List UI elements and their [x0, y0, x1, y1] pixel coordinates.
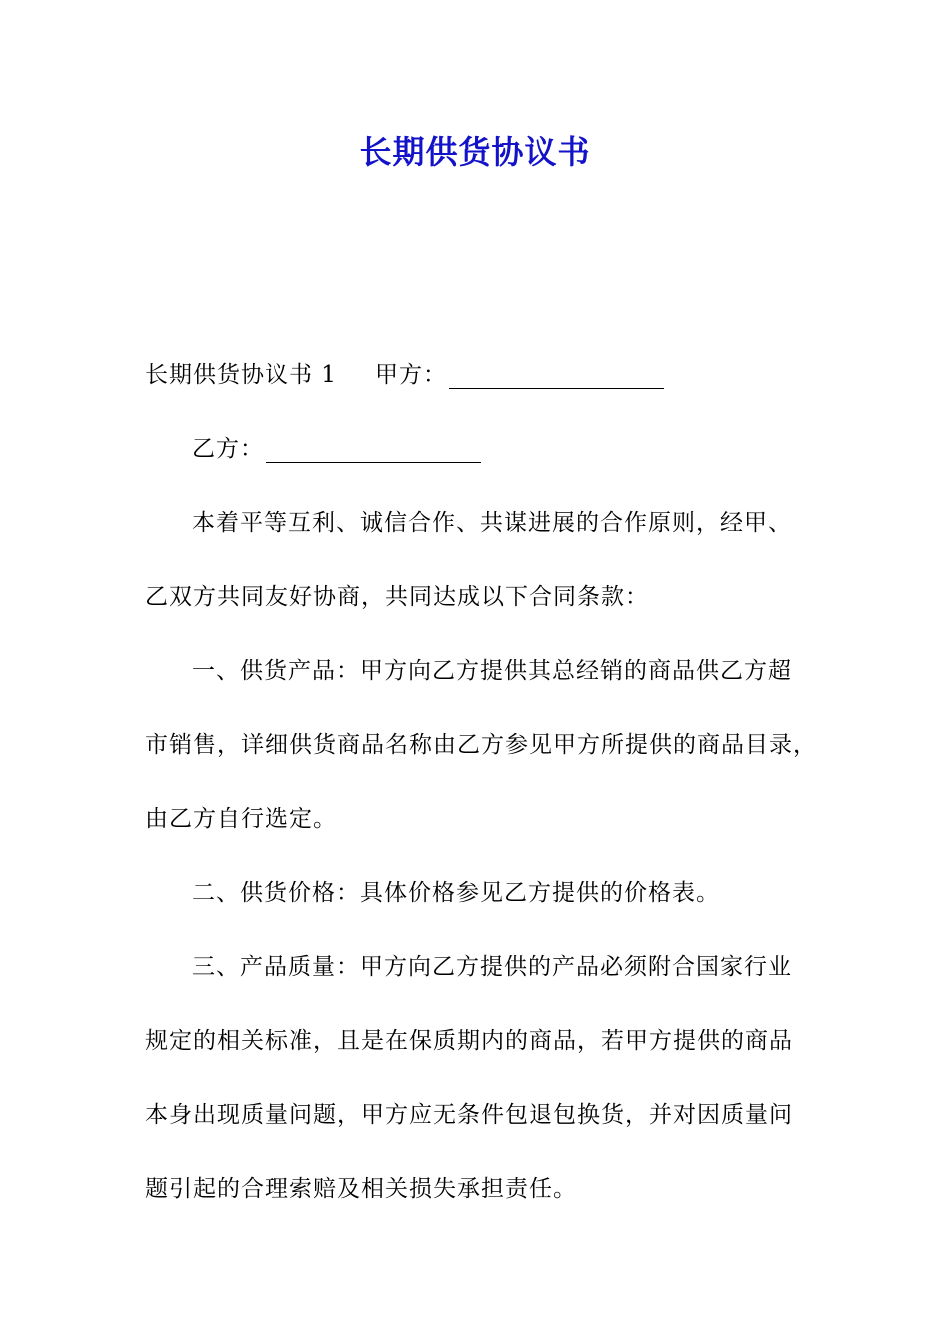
- paragraph-line: 市销售，详细供货商品名称由乙方参见甲方所提供的商品目录，: [145, 732, 817, 758]
- document-title: 长期供货协议书: [359, 133, 591, 171]
- party-a-blank: [449, 364, 664, 389]
- party-b-label: 乙方：: [192, 436, 264, 462]
- paragraph-line: 本着平等互利、诚信合作、共谋进展的合作原则，经甲、: [192, 510, 792, 536]
- party-b-blank: [266, 438, 481, 463]
- paragraph-line: 题引起的合理索赔及相关损失承担责任。: [145, 1176, 577, 1202]
- doc-label: 长期供货协议书 1: [145, 362, 337, 388]
- party-b-line: [145, 412, 835, 486]
- paragraph-line: 本身出现质量问题，甲方应无条件包退包换货，并对因质量问: [145, 1102, 793, 1128]
- paragraph-line: 规定的相关标准，且是在保质期内的商品，若甲方提供的商品: [145, 1028, 793, 1054]
- paragraph-line: 三、产品质量：甲方向乙方提供的产品必须附合国家行业: [192, 954, 792, 980]
- document-body: [145, 338, 835, 1226]
- party-a-label: 甲方：: [374, 362, 447, 388]
- paragraph-line: 一、供货产品：甲方向乙方提供其总经销的商品供乙方超: [192, 658, 792, 684]
- paragraph-line: 由乙方自行选定。: [145, 806, 337, 832]
- header-line: [145, 338, 835, 412]
- paragraph-line: 二、供货价格：具体价格参见乙方提供的价格表。: [192, 880, 720, 906]
- paragraph-line: 乙双方共同友好协商，共同达成以下合同条款：: [145, 584, 649, 610]
